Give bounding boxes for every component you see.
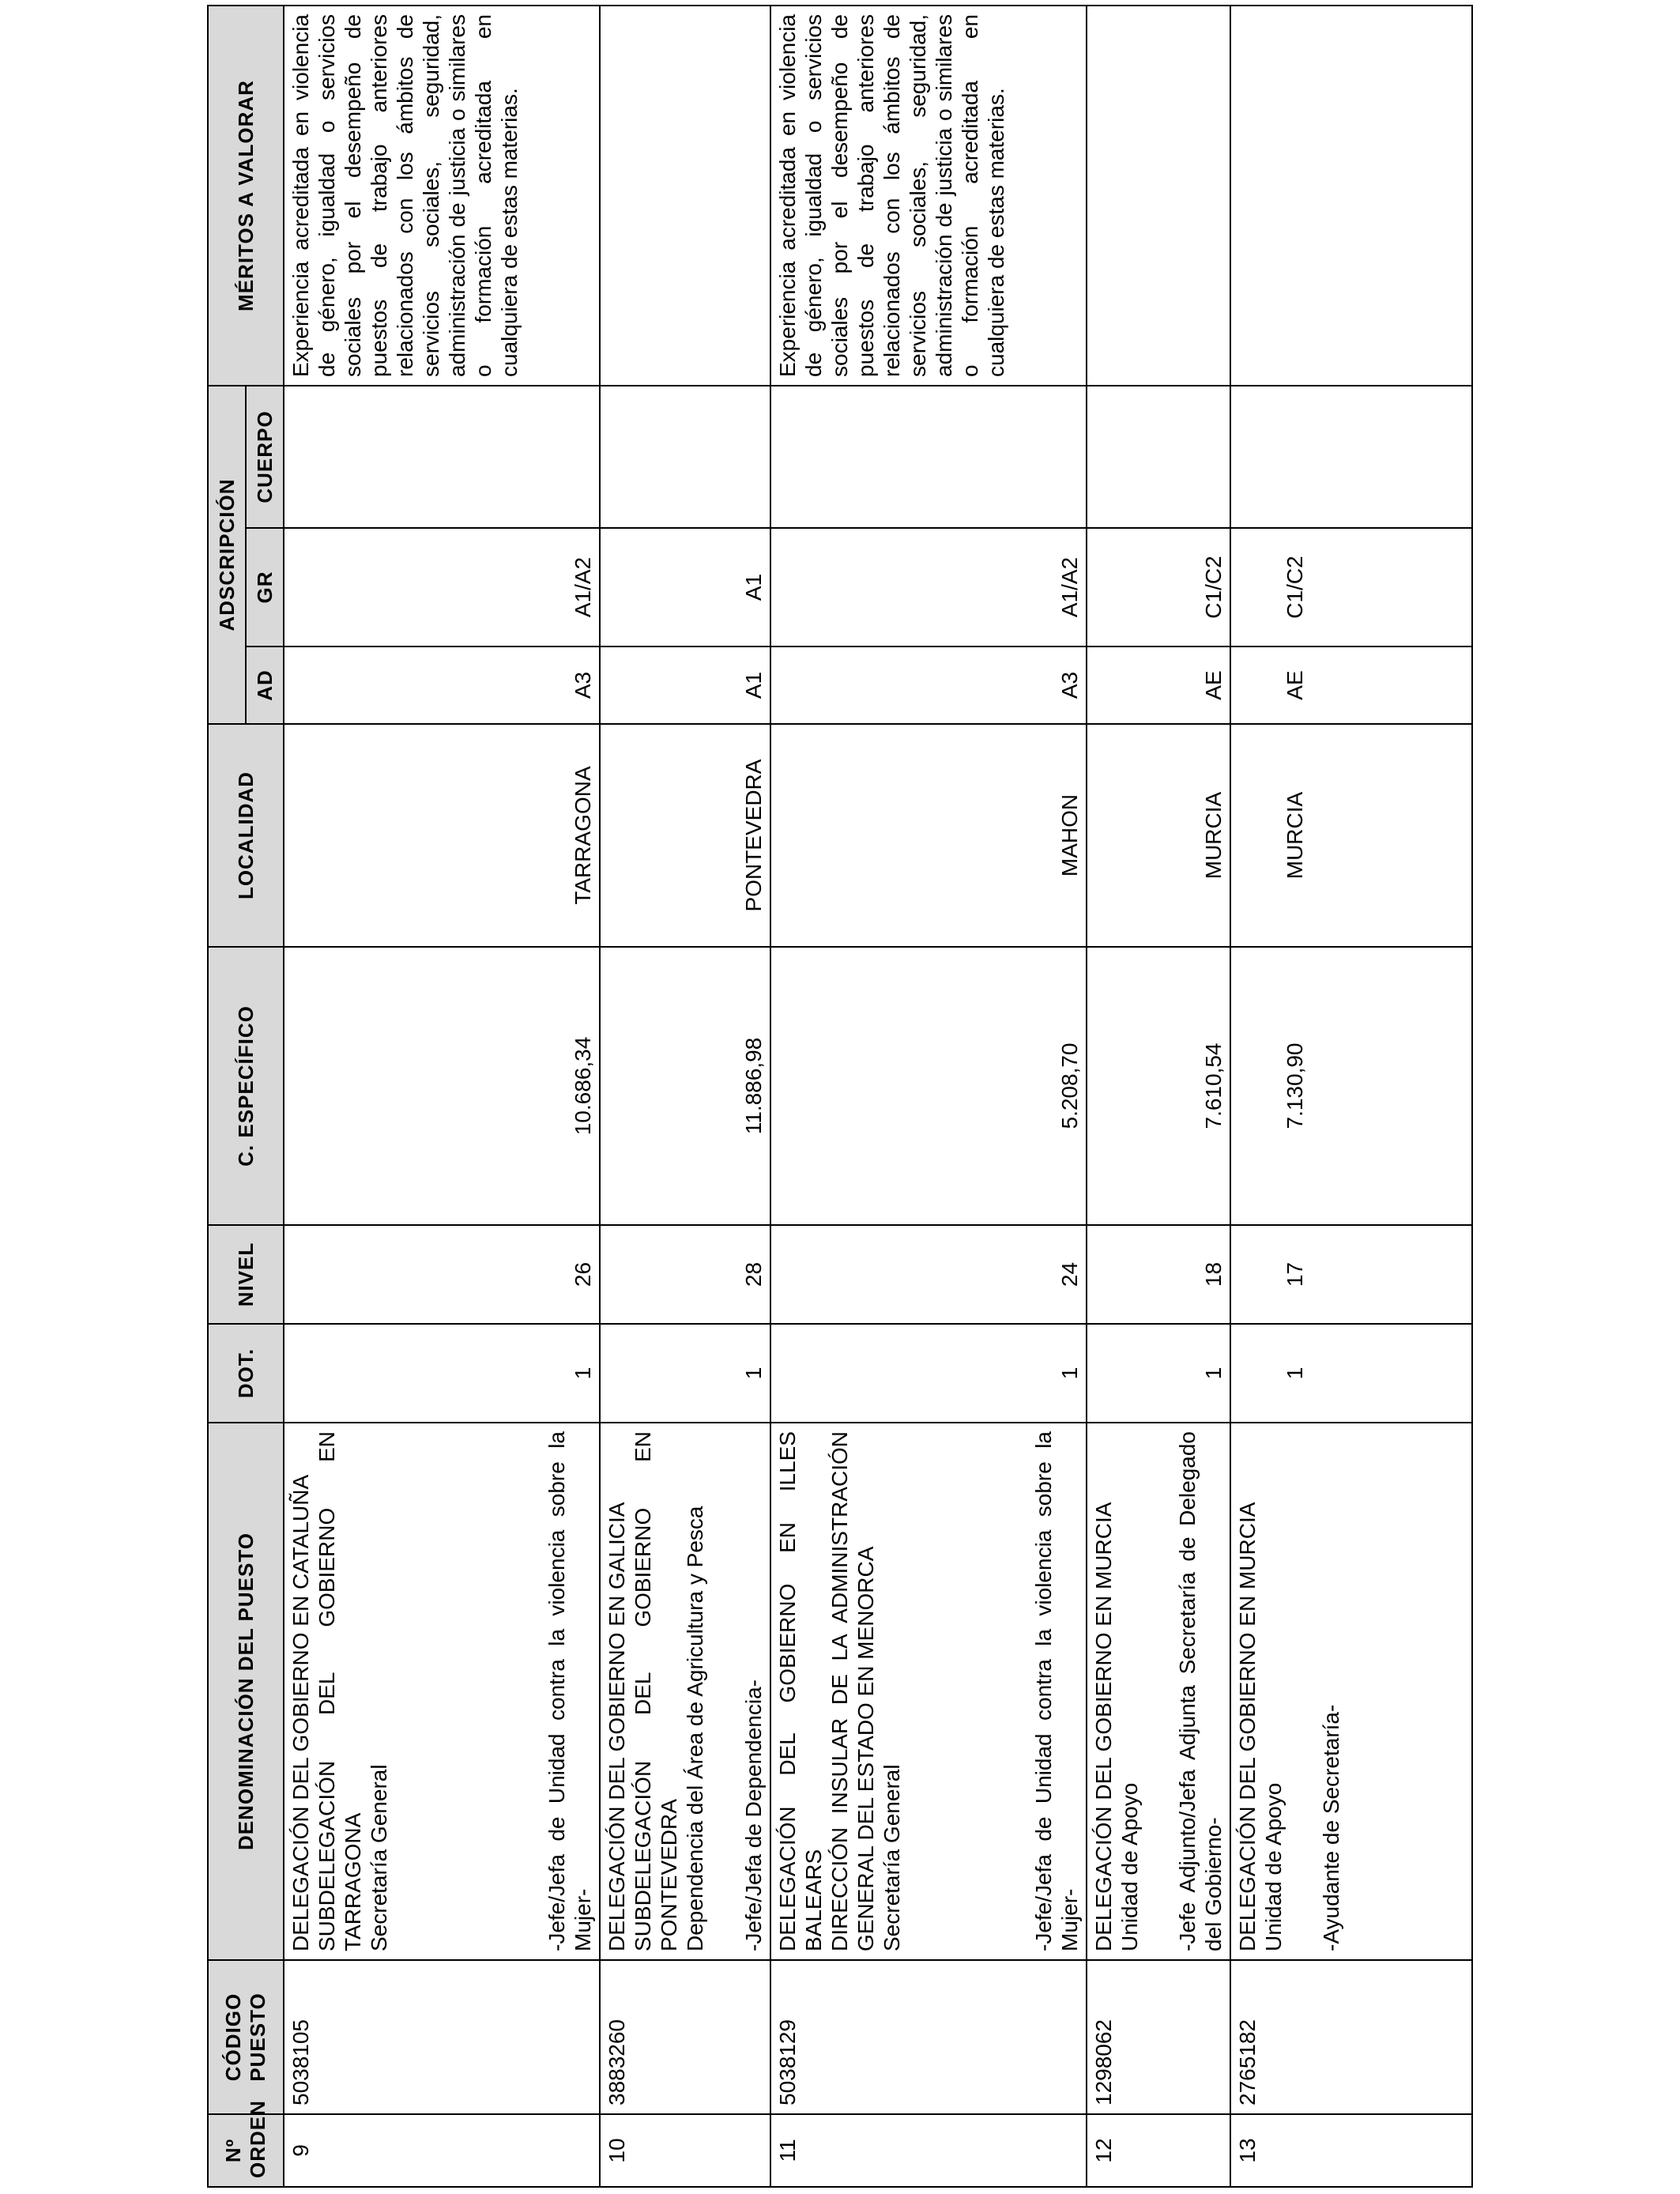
cell-nivel: 17 [1230,1225,1472,1324]
header-orden: Nº ORDEN [208,2114,284,2187]
cell-denominacion [284,1423,600,1960]
cell-denominacion [1230,1423,1472,1960]
cell-dot: 1 [1230,1324,1472,1423]
cell-ad: A3 [770,647,1087,724]
header-gr: GR [246,528,284,647]
table-row [770,6,1087,2187]
cell-localidad: MURCIA [1230,724,1472,947]
header-dot: DOT. [208,1324,284,1423]
cell-c-especifico: 11.886,98 [600,947,770,1225]
cell-meritos [1087,6,1230,386]
header-meritos: MÉRITOS A VALORAR [208,6,284,386]
cell-dot: 1 [770,1324,1087,1423]
cell-meritos [1230,6,1472,386]
header-ad: AD [246,647,284,724]
cell-nivel: 28 [600,1225,770,1324]
cell-meritos: Experiencia acreditada en violencia de género, igualdad o servicios sociales por el desempeño de puestos de trabajo anteriores relacionados con los ámbitos de servicios sociales, seguridad, administración de justicia o similares o formación acreditada en cualquiera de estas materias. [284,6,600,386]
cell-gr: A1/A2 [770,528,1087,647]
cell-c-especifico: 5.208,70 [770,947,1087,1225]
cell-nivel: 26 [284,1225,600,1324]
cell-localidad: PONTEVEDRA [600,724,770,947]
cell-orden: 12 [1087,2114,1230,2187]
denominacion-unidad: DELEGACIÓN DEL GOBIERNO EN CATALUÑA SUBDELEGACIÓN DEL GOBIERNO EN TARRAGONA Secretaría General [288,1431,392,1951]
cell-orden: 11 [770,2114,1087,2187]
cell-gr: A1/A2 [284,528,600,647]
denominacion-puesto: -Jefe Adjunto/Jefa Adjunta Secretaría de Delegado del Gobierno- [1174,1431,1226,1951]
cell-orden: 13 [1230,2114,1472,2187]
cell-localidad: MURCIA [1087,724,1230,947]
cell-c-especifico: 7.130,90 [1230,947,1472,1225]
denominacion-unidad: DELEGACIÓN DEL GOBIERNO EN MURCIA Unidad de Apoyo [1091,1502,1143,1951]
cell-meritos [600,6,770,386]
header-cuerpo: CUERPO [246,386,284,528]
cell-meritos: Experiencia acreditada en violencia de género, igualdad o servicios sociales por el desempeño de puestos de trabajo anteriores relacionados con los ámbitos de servicios sociales, seguridad, administración de justicia o similares o formación acreditada en cualquiera de estas materias. [770,6,1087,386]
table-row [1087,6,1230,2187]
cell-ad: A3 [284,647,600,724]
cell-cuerpo [1087,386,1230,528]
rotated-table-container [207,6,1471,2188]
cell-gr: C1/C2 [1230,528,1472,647]
cell-codigo: 5038105 [284,1960,600,2114]
denominacion-puesto: -Jefe/Jefa de Dependencia- [740,1679,766,1951]
cell-denominacion [600,1423,770,1960]
cell-ad: AE [1087,647,1230,724]
cell-localidad: TARRAGONA [284,724,600,947]
header-c-especifico: C. ESPECÍFICO [208,947,284,1225]
header-denominacion: DENOMINACIÓN DEL PUESTO [208,1423,284,1960]
cell-nivel: 18 [1087,1225,1230,1324]
cell-c-especifico: 10.686,34 [284,947,600,1225]
cell-dot: 1 [1087,1324,1230,1423]
denominacion-puesto: -Jefe/Jefa de Unidad contra la violencia sobre la Mujer- [1030,1431,1082,1951]
cell-dot: 1 [284,1324,600,1423]
header-nivel: NIVEL [208,1225,284,1324]
table-row [600,6,770,2187]
cell-codigo: 5038129 [770,1960,1087,2114]
cell-orden: 9 [284,2114,600,2187]
cell-gr: C1/C2 [1087,528,1230,647]
cell-gr: A1 [600,528,770,647]
cell-codigo: 1298062 [1087,1960,1230,2114]
cell-c-especifico: 7.610,54 [1087,947,1230,1225]
cell-denominacion [1087,1423,1230,1960]
table-row [1230,6,1472,2187]
cell-cuerpo [284,386,600,528]
cell-cuerpo [1230,386,1472,528]
cell-cuerpo [600,386,770,528]
cell-ad: AE [1230,647,1472,724]
denominacion-unidad: DELEGACIÓN DEL GOBIERNO EN ILLES BALEARS DIRECCIÓN INSULAR DE LA ADMINISTRACIÓN GENERAL DEL ESTADO EN MENORCA Secretaría General [775,1431,905,1951]
cell-localidad: MAHON [770,724,1087,947]
puestos-table [207,5,1473,2188]
table-row [284,6,600,2187]
cell-ad: A1 [600,647,770,724]
denominacion-puesto: -Ayudante de Secretaría- [1319,1704,1344,1951]
cell-orden: 10 [600,2114,770,2187]
denominacion-unidad: DELEGACIÓN DEL GOBIERNO EN MURCIA Unidad de Apoyo [1235,1502,1286,1951]
denominacion-unidad: DELEGACIÓN DEL GOBIERNO EN GALICIA SUBDELEGACIÓN DEL GOBIERNO EN PONTEVEDRA Dependencia del Área de Agricultura y Pesca [605,1431,708,1951]
header-localidad: LOCALIDAD [208,724,284,947]
cell-codigo: 3883260 [600,1960,770,2114]
denominacion-puesto: -Jefe/Jefa de Unidad contra la violencia sobre la Mujer- [544,1431,595,1951]
cell-cuerpo [770,386,1087,528]
cell-denominacion [770,1423,1087,1960]
cell-nivel: 24 [770,1225,1087,1324]
cell-dot: 1 [600,1324,770,1423]
header-codigo: CÓDIGO PUESTO [208,1960,284,2114]
cell-codigo: 2765182 [1230,1960,1472,2114]
header-adscripcion: ADSCRIPCIÓN [208,386,246,724]
